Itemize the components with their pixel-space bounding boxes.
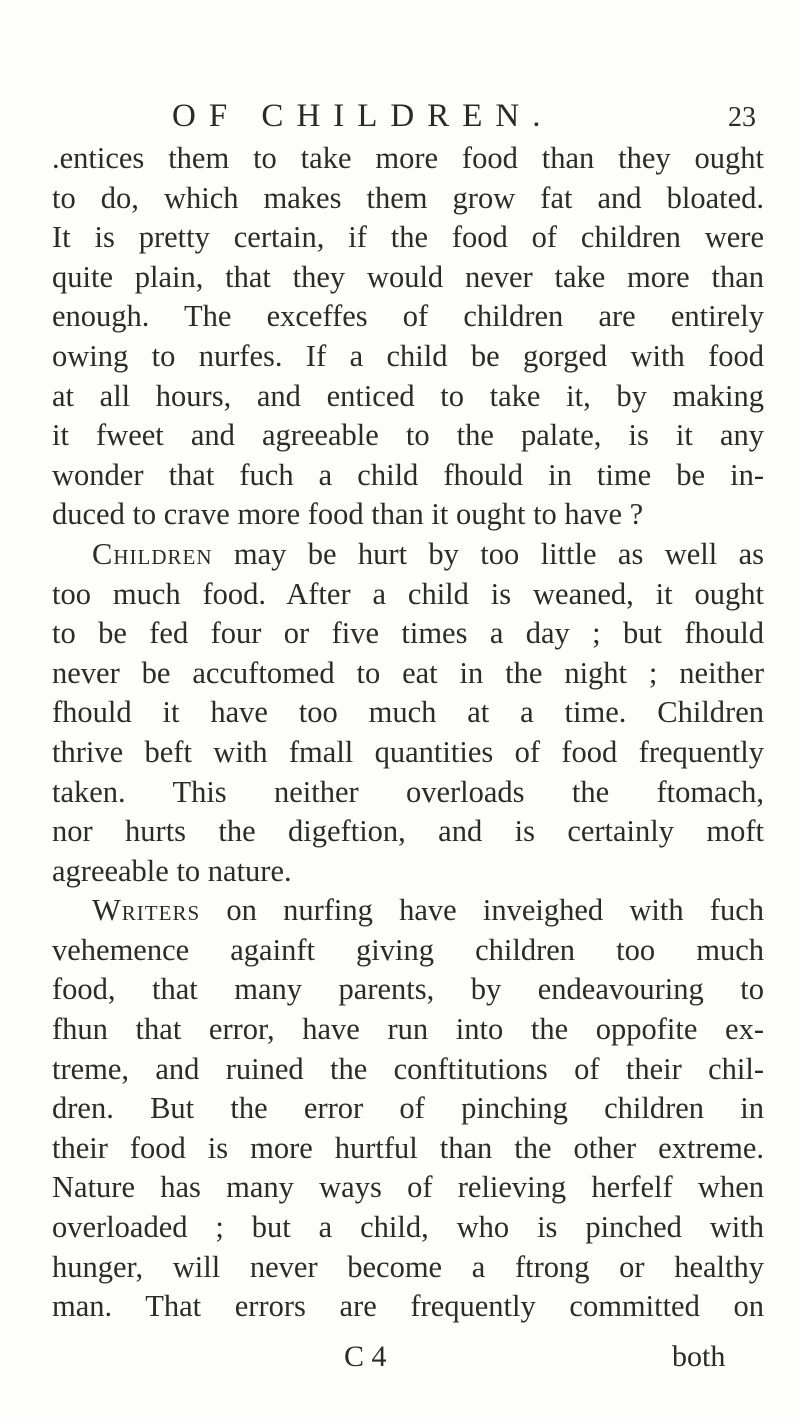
paragraph-lead-word: Writers xyxy=(92,893,201,928)
text-line: food, that many parents, by endeavouring to xyxy=(52,972,764,1007)
text-line: their food is more hurtful than the other extreme. xyxy=(52,1130,764,1165)
text-line: never be accuftomed to eat in the night ; neither xyxy=(52,655,764,690)
text-line: man. That errors are frequently committed on xyxy=(52,1289,764,1324)
paragraph-lead-word: Children xyxy=(92,536,213,571)
text-line: Nature has many ways of relieving herfelf when xyxy=(52,1170,764,1205)
paragraph-2 xyxy=(52,535,764,891)
running-head xyxy=(0,96,800,136)
text-line: It is pretty certain, if the food of children were xyxy=(52,220,764,255)
running-title: OF CHILDREN. xyxy=(172,98,554,134)
text-line: overloaded ; but a child, who is pinched with xyxy=(52,1210,764,1245)
catchword: both xyxy=(672,1340,726,1373)
paragraph-1 xyxy=(52,139,764,535)
text-line: vehemence againft giving children too much xyxy=(52,932,764,967)
text-line: fhun that error, have run into the oppofite ex- xyxy=(52,1012,764,1047)
text-line: thrive beft with fmall quantities of food frequently xyxy=(52,734,764,769)
page-number: 23 xyxy=(728,102,756,133)
text-line: agreeable to nature. xyxy=(52,853,292,888)
text-line: quite plain, that they would never take more than xyxy=(52,259,764,294)
text-line: fhould it have too much at a time. Children xyxy=(52,695,764,730)
body-text xyxy=(52,139,764,1327)
paragraph-first-line-text: may be hurt by too little as well as xyxy=(212,536,764,571)
signature-mark: C 4 xyxy=(344,1340,387,1373)
text-line: nor hurts the digeftion, and is certainly moft xyxy=(52,814,764,849)
text-line: enough. The exceffes of children are entirely xyxy=(52,299,764,334)
text-line: wonder that fuch a child fhould in time be in- xyxy=(52,457,764,492)
text-line: at all hours, and enticed to take it, by making xyxy=(52,378,764,413)
text-line: treme, and ruined the conftitutions of their chil- xyxy=(52,1051,764,1086)
text-line: to be fed four or five times a day ; but fhould xyxy=(52,616,764,651)
text-line: taken. This neither overloads the ftomach, xyxy=(52,774,764,809)
paragraph-first-line xyxy=(52,891,764,931)
text-line: hunger, will never become a ftrong or healthy xyxy=(52,1249,764,1284)
text-line: too much food. After a child is weaned, it ought xyxy=(52,576,764,611)
text-line: it fweet and agreeable to the palate, is it any xyxy=(52,418,764,453)
paragraph-first-line xyxy=(52,535,764,575)
footer-line xyxy=(0,1337,800,1377)
paragraph-first-line-text: on nurfing have inveighed with fuch xyxy=(200,893,764,928)
text-line: to do, which makes them grow fat and bloated. xyxy=(52,180,764,215)
text-line: .entices them to take more food than they ought xyxy=(52,141,764,175)
text-line: duced to crave more food than it ought to have ? xyxy=(52,497,644,532)
text-line: dren. But the error of pinching children in xyxy=(52,1091,764,1126)
paragraph-3 xyxy=(52,891,764,1327)
text-line: owing to nurfes. If a child be gorged with food xyxy=(52,338,764,373)
